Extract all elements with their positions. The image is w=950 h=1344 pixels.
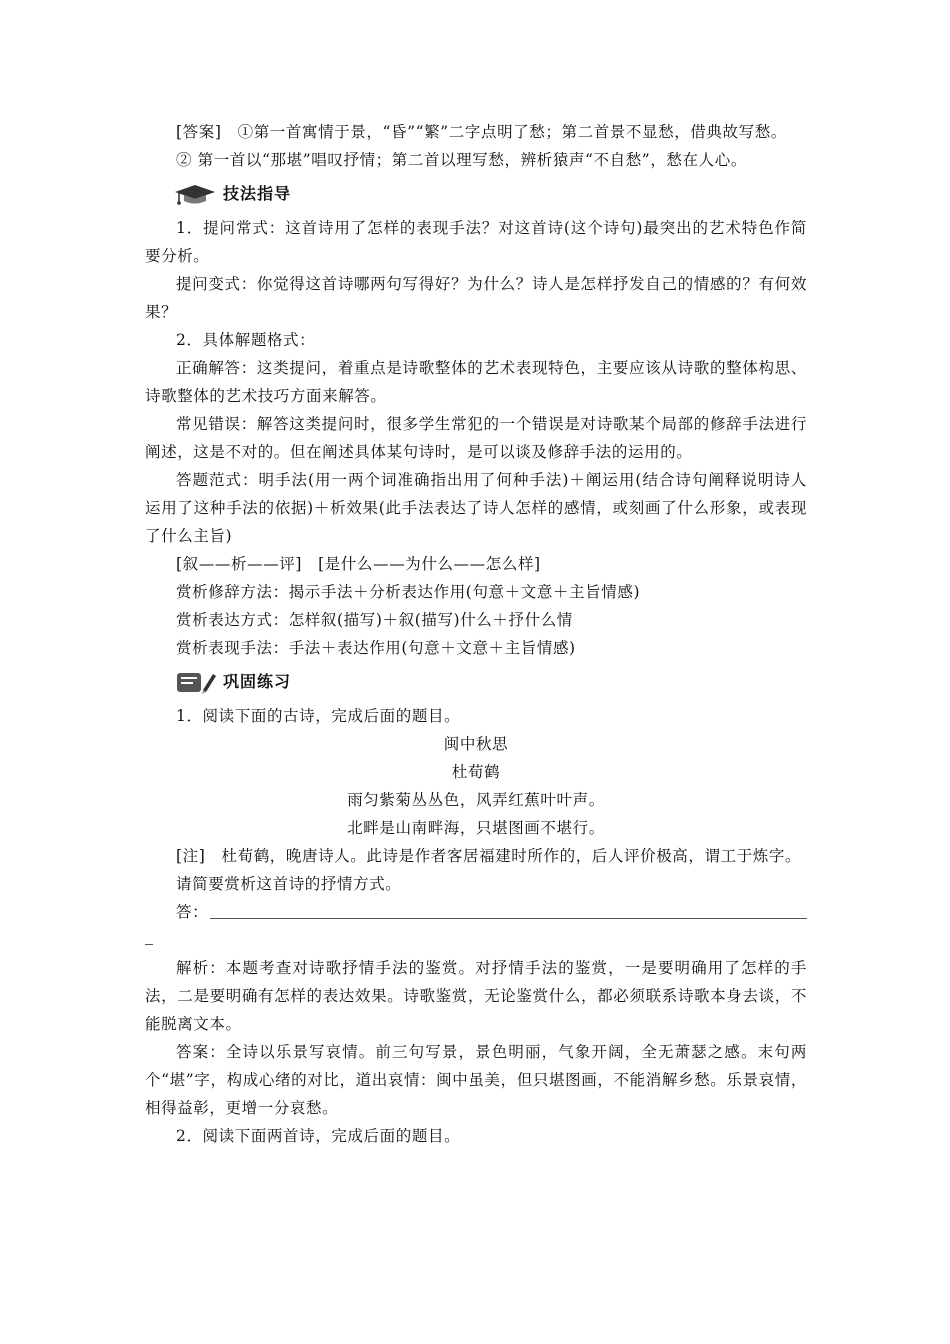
- question-prompt: 请简要赏析这首诗的抒情方式。: [176, 875, 402, 893]
- poem-author: 杜荀鹤: [451, 763, 501, 781]
- question-1-intro: 1．阅读下面的古诗，完成后面的题目。: [176, 707, 461, 725]
- question-2-intro: 2．阅读下面两首诗，完成后面的题目。: [176, 1127, 461, 1145]
- poem-line-1: 雨匀紫菊丛丛色，风弄红蕉叶叶声。: [347, 791, 605, 809]
- answer-blank[interactable]: [210, 900, 807, 919]
- analysis-paragraph: 解析：本题考查对诗歌抒情手法的鉴赏。对抒情手法的鉴赏，一是要明确用了怎样的手法，二是要明确有怎样的表达效果。诗歌鉴赏，无论鉴赏什么，都必须联系诗歌本身去谈，不能脱离文本。: [145, 959, 807, 1033]
- answer-paragraph: 答案：全诗以乐景写哀情。前三句写景，景色明丽，气象开阔，全无萧瑟之感。末句两个“堪”字，构成心绪的对比，道出哀情：闽中虽美，但只堪图画，不能消解乡愁。乐景哀情，相得益彰，更增一分哀愁。: [145, 1043, 807, 1117]
- answer-paragraph-2: ② 第一首以“那堪”唱叹抒情；第二首以理写愁，辨析猿声“不自愁”，愁在人心。: [176, 151, 747, 169]
- pencil-note-icon: [173, 670, 219, 694]
- technique-paragraph-5: 常见错误：解答这类提问时，很多学生常犯的一个错误是对诗歌某个局部的修辞手法进行阐述，这是不对的。但在阐述具体某句诗时，是可以谈及修辞手法的运用的。: [145, 415, 807, 461]
- graduation-cap-icon: [173, 182, 219, 206]
- section-header-techniques: [145, 174, 807, 214]
- section-header-practice: [145, 662, 807, 702]
- technique-paragraph-8: 赏析修辞方法：揭示手法＋分析表达作用(句意＋文意＋主旨情感): [176, 583, 641, 601]
- technique-paragraph-1: 1．提问常式：这首诗用了怎样的表现手法？对这首诗(这个诗句)最突出的艺术特色作简要分析。: [145, 219, 807, 265]
- technique-paragraph-7: [叙——析——评] [是什么——为什么——怎么样]: [176, 555, 541, 573]
- answer-blank-tail: [145, 926, 807, 948]
- technique-paragraph-9: 赏析表达方式：怎样叙(描写)＋叙(描写)什么＋抒什么情: [176, 611, 573, 629]
- technique-paragraph-3: 2．具体解题格式：: [176, 331, 316, 349]
- answer-paragraph-1: [答案] ①第一首寓情于景，“昏”“繁”二字点明了愁；第二首景不显愁，借典故写愁。: [176, 123, 787, 141]
- poem-line-2: 北畔是山南畔海，只堪图画不堪行。: [347, 819, 605, 837]
- poem-title: 闽中秋思: [443, 735, 509, 753]
- technique-paragraph-4: 正确解答：这类提问，着重点是诗歌整体的艺术表现特色，主要应该从诗歌的整体构思、诗歌整体的艺术技巧方面来解答。: [145, 359, 807, 405]
- technique-paragraph-10: 赏析表现手法：手法＋表达作用(句意＋文意＋主旨情感): [176, 639, 576, 657]
- page-content: [145, 118, 807, 1150]
- section-title-practice: 巩固练习: [223, 672, 292, 691]
- technique-paragraph-6: 答题范式：明手法(用一两个词准确指出用了何种手法)＋阐运用(结合诗句阐释说明诗人运用了这种手法的依据)＋析效果(此手法表达了诗人怎样的感情，或刻画了什么形象，或表现了什么主旨): [145, 471, 807, 545]
- technique-paragraph-2: 提问变式：你觉得这首诗哪两句写得好？为什么？诗人是怎样抒发自己的情感的？有何效果？: [145, 275, 807, 321]
- answer-label: 答：: [176, 903, 209, 921]
- answer-line: [145, 898, 807, 926]
- section-title-techniques: 技法指导: [223, 184, 292, 203]
- poem-note: [注] 杜荀鹤，晚唐诗人。此诗是作者客居福建时所作的，后人评价极高，谓工于炼字。: [176, 847, 802, 865]
